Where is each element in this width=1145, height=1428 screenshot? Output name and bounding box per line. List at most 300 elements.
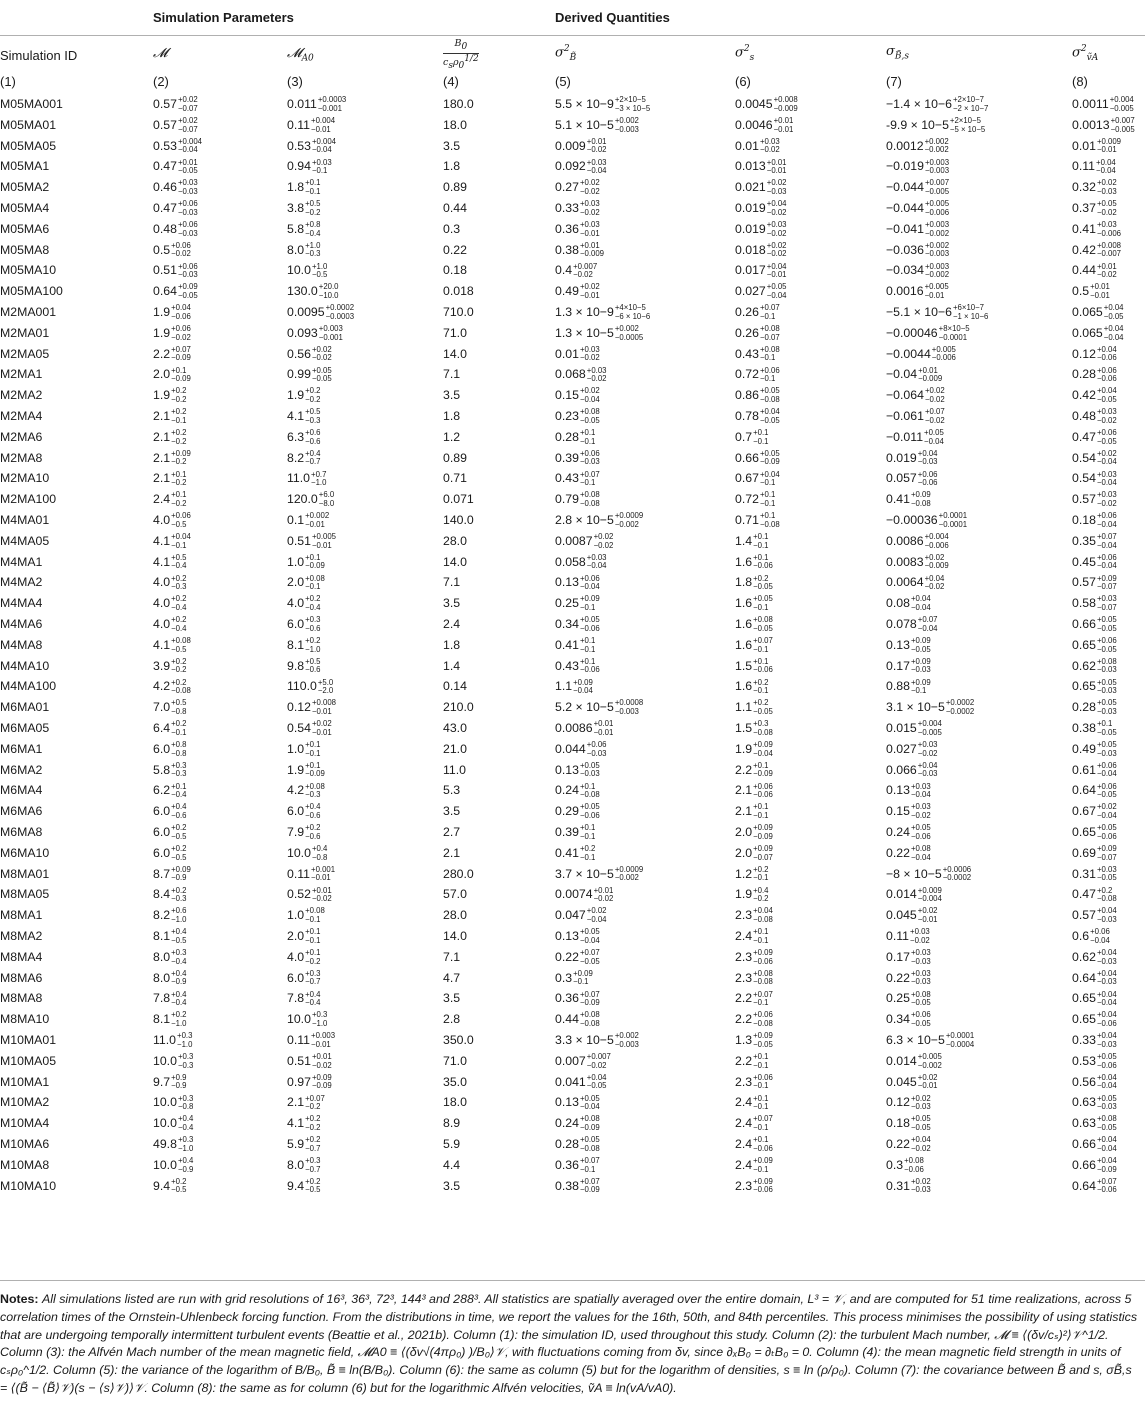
simulation-id-cell: M8MA05 — [0, 887, 50, 902]
simulation-id-cell: M2MA10 — [0, 471, 50, 486]
table-row — [0, 656, 1145, 677]
value-cell: 0.79 +0.08 −0.08 — [555, 490, 600, 508]
value-cell: 0.39 +0.1 −0.1 — [555, 823, 596, 841]
simulation-id-cell: M8MA01 — [0, 866, 50, 881]
header-rule — [0, 35, 1145, 36]
value-cell: 0.57 +0.03 −0.02 — [1072, 490, 1117, 508]
simulation-id-cell: M6MA01 — [0, 700, 50, 715]
value-cell: 0.47 +0.01 −0.05 — [153, 157, 198, 176]
value-cell: 0.37 +0.05 −0.02 — [1072, 199, 1117, 217]
value-cell: 0.0046 +0.01 −0.01 — [735, 115, 794, 134]
value-cell: 0.35 +0.07 −0.04 — [1072, 531, 1117, 550]
simulation-id-cell: M6MA6 — [0, 804, 43, 819]
value-cell: 0.23 +0.08 −0.05 — [555, 407, 600, 425]
simulation-id-cell: M2MA6 — [0, 429, 43, 444]
value-cell: 0.13 +0.06 −0.04 — [555, 573, 600, 592]
value-cell: 6.0 +0.2 −0.5 — [153, 843, 187, 862]
value-cell: 0.045 +0.02 −0.01 — [886, 906, 938, 924]
value-cell: 10.0 +0.4 −0.8 — [287, 843, 328, 862]
value-cell: 0.65 +0.04 −0.04 — [1072, 989, 1117, 1008]
value-cell: 0.49 +0.02 −0.01 — [555, 282, 600, 300]
value-cell: 0.53 +0.05 −0.06 — [1072, 1051, 1117, 1070]
simulation-id-cell: M05MA01 — [0, 117, 57, 132]
value-cell: 4.0 +0.2 −0.4 — [153, 615, 187, 633]
value-cell: 10.0 +0.3 −0.8 — [153, 1093, 194, 1112]
column-number-1: (1) — [0, 74, 16, 89]
value-cell: 0.007 +0.007 −0.02 — [555, 1051, 611, 1070]
value-cell: 0.0095 +0.0002 −0.0003 — [287, 303, 355, 321]
value-cell: 0.44 — [443, 201, 467, 215]
simulation-id-cell: M6MA8 — [0, 825, 43, 839]
value-cell: 0.5 +0.06 −0.02 — [153, 240, 191, 259]
value-cell: 0.63 +0.05 −0.03 — [1072, 1093, 1117, 1112]
simulation-id-cell: M2MA05 — [0, 346, 50, 361]
simulation-id-cell: M6MA4 — [0, 783, 43, 798]
notes-label: Notes: — [0, 1292, 39, 1306]
value-cell: 0.011 +0.0003 −0.001 — [287, 95, 347, 113]
value-cell: 0.01 +0.03 −0.02 — [735, 136, 780, 155]
simulation-id-cell: M10MA6 — [0, 1137, 50, 1151]
value-cell: 5.3 — [443, 783, 461, 798]
value-cell: 8.1 +0.2 −1.0 — [287, 635, 321, 654]
value-cell: 0.13 +0.05 −0.04 — [555, 1093, 600, 1112]
value-cell: 0.47 +0.2 −0.08 — [1072, 885, 1117, 904]
column-header-b0: $B_0$ $c_s\rho_0^{1/2}$ — [443, 38, 479, 71]
value-cell: 0.0045 +0.008 −0.009 — [735, 95, 798, 113]
table-row — [0, 406, 1145, 427]
table-row — [0, 94, 1145, 115]
value-cell: 0.54 +0.03 −0.04 — [1072, 469, 1117, 488]
value-cell: 2.2 +0.1 −0.09 — [735, 760, 773, 779]
value-cell: 8.2 +0.4 −0.7 — [287, 448, 321, 467]
value-cell: 0.13 +0.05 −0.03 — [555, 760, 600, 779]
value-cell: 0.018 +0.02 −0.02 — [735, 240, 787, 259]
value-cell: 9.8 +0.5 −0.6 — [287, 656, 321, 675]
value-cell: 1.8 — [443, 409, 461, 423]
value-cell: 0.31 +0.02 −0.03 — [886, 1176, 931, 1195]
value-cell: 0.18 +0.05 −0.05 — [886, 1114, 931, 1132]
value-cell: 5.8 +0.3 −0.3 — [153, 760, 187, 779]
value-cell: 6.0 +0.3 −0.6 — [287, 615, 321, 633]
column-number-2: (2) — [153, 74, 169, 89]
value-cell: 0.066 +0.04 −0.03 — [886, 760, 938, 779]
table-row — [0, 1030, 1145, 1051]
value-cell: 0.38 +0.07 −0.09 — [555, 1176, 600, 1195]
value-cell: 3.5 — [443, 991, 461, 1006]
table-row — [0, 593, 1145, 614]
value-cell: 0.17 +0.03 −0.03 — [886, 947, 931, 966]
value-cell: 0.22 +0.03 −0.03 — [886, 968, 931, 987]
value-cell: 9.4 +0.2 −0.5 — [287, 1176, 321, 1195]
value-cell: 0.3 — [443, 221, 461, 236]
value-cell: 0.22 — [443, 242, 467, 257]
table-bottom-rule — [0, 1280, 1145, 1281]
value-cell: 0.57 +0.04 −0.03 — [1072, 906, 1117, 924]
value-cell: 6.0 +0.8 −0.8 — [153, 739, 187, 758]
value-cell: 10.0 +0.4 −0.9 — [153, 1155, 194, 1174]
value-cell: 8.9 — [443, 1116, 461, 1131]
value-cell: 0.89 — [443, 180, 467, 195]
value-cell: 2.4 +0.07 −0.1 — [735, 1114, 773, 1132]
value-cell: 1.6 +0.08 −0.05 — [735, 615, 773, 633]
value-cell: 3.7 × 10−5 +0.0009 −0.002 — [555, 864, 644, 883]
table-row — [0, 676, 1145, 697]
table-row — [0, 1113, 1145, 1134]
value-cell: 0.33 +0.04 −0.03 — [1072, 1031, 1117, 1049]
value-cell: 0.34 +0.05 −0.06 — [555, 615, 600, 633]
value-cell: 0.38 +0.1 −0.05 — [1072, 719, 1117, 737]
value-cell: 0.67 +0.04 −0.1 — [735, 469, 780, 488]
value-cell: 0.25 +0.09 −0.1 — [555, 594, 600, 612]
value-cell: 2.2 +0.1 −0.1 — [735, 1051, 769, 1070]
table-row — [0, 427, 1145, 448]
value-cell: 2.1 +0.1 −0.1 — [735, 802, 769, 820]
value-cell: 0.41 +0.2 −0.1 — [555, 843, 596, 862]
value-cell: 0.33 +0.03 −0.02 — [555, 199, 600, 217]
simulation-id-cell: M6MA2 — [0, 762, 43, 777]
simulation-id-cell: M05MA8 — [0, 242, 50, 257]
value-cell: 1.3 × 10−5 +0.002 −0.0005 — [555, 323, 644, 342]
value-cell: 0.66 +0.04 −0.09 — [1072, 1155, 1117, 1174]
value-cell: 6.3 × 10−5 +0.0001 −0.0004 — [886, 1031, 975, 1049]
value-cell: −0.00046 +8×10−5 −0.0001 — [886, 323, 970, 342]
table-row — [0, 864, 1145, 885]
value-cell: 0.51 +0.005 −0.01 — [287, 531, 337, 550]
value-cell: 0.0011 +0.004 −0.005 — [1072, 95, 1134, 113]
value-cell: 0.14 — [443, 679, 467, 694]
value-cell: 0.97 +0.09 −0.09 — [287, 1072, 332, 1091]
value-cell: 8.4 +0.2 −0.3 — [153, 885, 187, 904]
value-cell: 9.7 +0.9 −0.9 — [153, 1072, 187, 1091]
value-cell: 0.28 +0.1 −0.1 — [555, 427, 596, 446]
value-cell: 3.9 +0.2 −0.2 — [153, 656, 187, 675]
value-cell: 0.36 +0.07 −0.1 — [555, 1155, 600, 1174]
value-cell: 0.32 +0.02 −0.03 — [1072, 178, 1117, 196]
value-cell: 28.0 — [443, 908, 467, 923]
table-row — [0, 1155, 1145, 1176]
value-cell: 0.29 +0.05 −0.06 — [555, 802, 600, 820]
value-cell: 350.0 — [443, 1033, 474, 1047]
value-cell: 0.045 +0.02 −0.01 — [886, 1072, 938, 1091]
value-cell: 0.092 +0.03 −0.04 — [555, 157, 607, 176]
value-cell: 43.0 — [443, 721, 467, 735]
value-cell: 0.12 +0.008 −0.01 — [287, 698, 337, 716]
simulation-id-cell: M8MA6 — [0, 970, 43, 985]
value-cell: 0.43 +0.07 −0.1 — [555, 469, 600, 488]
value-cell: 3.5 — [443, 388, 461, 403]
value-cell: −0.044 +0.007 −0.005 — [886, 178, 950, 196]
table-row — [0, 552, 1145, 573]
value-cell: 0.013 +0.01 −0.01 — [735, 157, 787, 176]
column-header-mach: 𝓜 — [153, 46, 168, 61]
value-cell: 0.4 +0.007 −0.02 — [555, 261, 598, 280]
table-row — [0, 1176, 1145, 1197]
value-cell: 0.057 +0.06 −0.06 — [886, 469, 938, 488]
table-row — [0, 198, 1145, 219]
value-cell: 18.0 — [443, 1095, 467, 1110]
value-cell: 5.5 × 10−9 +2×10−5 −3 × 10−5 — [555, 95, 651, 113]
simulation-id-cell: M4MA01 — [0, 513, 50, 527]
value-cell: 0.44 +0.08 −0.08 — [555, 1010, 600, 1028]
table-row — [0, 281, 1145, 302]
table-row — [0, 1134, 1145, 1155]
value-cell: 0.48 +0.03 −0.02 — [1072, 407, 1117, 425]
value-cell: 0.019 +0.04 −0.03 — [886, 448, 938, 467]
value-cell: 57.0 — [443, 887, 467, 902]
value-cell: 0.24 +0.05 −0.06 — [886, 823, 931, 841]
value-cell: 21.0 — [443, 741, 467, 756]
value-cell: 0.017 +0.04 −0.01 — [735, 261, 787, 280]
value-cell: 1.2 — [443, 429, 461, 444]
value-cell: 0.0083 +0.02 −0.009 — [886, 552, 949, 571]
value-cell: 2.1 +0.07 −0.2 — [287, 1093, 325, 1112]
value-cell: 0.42 +0.04 −0.05 — [1072, 386, 1117, 404]
value-cell: 2.0 +0.1 −0.09 — [153, 365, 191, 384]
value-cell: 1.6 +0.1 −0.06 — [735, 552, 773, 571]
table-row — [0, 905, 1145, 926]
value-cell: 2.1 +0.2 −0.1 — [153, 407, 187, 425]
table-notes — [0, 1291, 1140, 1398]
simulation-id-cell: M4MA10 — [0, 658, 50, 673]
value-cell: −0.04 +0.01 −0.009 — [886, 365, 943, 384]
value-cell: 4.0 +0.2 −0.4 — [153, 594, 187, 612]
value-cell: 8.0 +1.0 −0.3 — [287, 240, 321, 259]
value-cell: 0.58 +0.03 −0.07 — [1072, 594, 1117, 612]
table-row — [0, 926, 1145, 947]
value-cell: 1.9 +0.06 −0.02 — [153, 323, 191, 342]
value-cell: 0.0086 +0.01 −0.01 — [555, 719, 614, 737]
value-cell: 3.5 — [443, 138, 461, 153]
value-cell: 2.1 +0.09 −0.2 — [153, 448, 191, 467]
value-cell: 0.78 +0.04 −0.05 — [735, 407, 780, 425]
column-header-var-logva: $\sigma^2_{ṽA}$ — [1072, 44, 1099, 63]
table-row — [0, 385, 1145, 406]
value-cell: 0.53 +0.004 −0.04 — [287, 136, 337, 155]
value-cell: 2.0 +0.09 −0.09 — [735, 823, 773, 841]
value-cell: 5.9 — [443, 1137, 461, 1151]
simulation-id-cell: M05MA05 — [0, 138, 57, 153]
simulation-id-cell: M2MA2 — [0, 388, 43, 403]
table-row — [0, 947, 1145, 968]
value-cell: 0.65 +0.06 −0.05 — [1072, 635, 1117, 654]
value-cell: 1.2 +0.2 −0.1 — [735, 864, 769, 883]
value-cell: 4.0 +0.06 −0.5 — [153, 511, 191, 529]
value-cell: 0.01 +0.03 −0.02 — [555, 344, 600, 363]
value-cell: 8.1 +0.4 −0.5 — [153, 927, 187, 945]
value-cell: 2.7 — [443, 825, 461, 839]
value-cell: 0.13 +0.05 −0.04 — [555, 927, 600, 945]
value-cell: 0.093 +0.003 −0.001 — [287, 323, 343, 342]
value-cell: 0.25 +0.08 −0.05 — [886, 989, 931, 1008]
value-cell: 0.26 +0.07 −0.1 — [735, 303, 780, 321]
simulation-id-cell: M10MA1 — [0, 1074, 50, 1089]
column-header-covariance: $\sigma_{B̃,s}$ — [886, 44, 909, 62]
value-cell: 1.9 +0.09 −0.04 — [735, 739, 773, 758]
value-cell: 0.52 +0.01 −0.02 — [287, 885, 332, 904]
value-cell: 0.66 +0.05 −0.09 — [735, 448, 780, 467]
value-cell: 0.027 +0.05 −0.04 — [735, 282, 787, 300]
value-cell: 0.47 +0.06 −0.05 — [1072, 427, 1117, 446]
simulation-id-cell: M8MA1 — [0, 908, 43, 923]
value-cell: 7.1 — [443, 949, 461, 964]
value-cell: 1.9 +0.4 −0.2 — [735, 885, 769, 904]
value-cell: 0.28 +0.05 −0.03 — [1072, 698, 1117, 716]
table-row — [0, 697, 1145, 718]
value-cell: 0.018 — [443, 284, 474, 299]
value-cell: 0.0086 +0.004 −0.006 — [886, 531, 949, 550]
value-cell: 0.34 +0.06 −0.05 — [886, 1010, 931, 1028]
value-cell: 0.65 +0.05 −0.03 — [1072, 677, 1117, 696]
value-cell: 8.1 +0.2 −1.0 — [153, 1010, 187, 1028]
value-cell: 0.009 +0.01 −0.02 — [555, 136, 607, 155]
simulation-id-cell: M4MA4 — [0, 596, 43, 611]
table-row — [0, 780, 1145, 801]
value-cell: −0.044 +0.005 −0.006 — [886, 199, 950, 217]
value-cell: 2.2 +0.07 −0.1 — [735, 989, 773, 1008]
value-cell: 3.5 — [443, 596, 461, 611]
simulation-id-cell: M05MA2 — [0, 180, 50, 195]
value-cell: 10.0 +1.0 −0.5 — [287, 261, 328, 280]
value-cell: 0.068 +0.03 −0.02 — [555, 365, 607, 384]
value-cell: 0.57 +0.02 −0.07 — [153, 115, 198, 134]
value-cell: 0.54 +0.02 −0.04 — [1072, 448, 1117, 467]
column-number-3: (3) — [287, 74, 303, 89]
value-cell: 2.4 +0.1 −0.2 — [153, 490, 187, 508]
value-cell: 2.4 +0.1 −0.1 — [735, 927, 769, 945]
value-cell: 5.8 +0.8 −0.4 — [287, 219, 321, 238]
column-number-6: (6) — [735, 74, 751, 89]
value-cell: 0.11 +0.001 −0.01 — [287, 864, 336, 883]
value-cell: 1.0 +0.1 −0.1 — [287, 739, 321, 758]
value-cell: 0.0016 +0.005 −0.01 — [886, 282, 949, 300]
value-cell: 0.11 +0.004 −0.01 — [287, 115, 336, 134]
value-cell: 1.5 +0.1 −0.06 — [735, 656, 773, 675]
value-cell: 8.0 +0.3 −0.7 — [287, 1155, 321, 1174]
value-cell: 8.7 +0.09 −0.9 — [153, 864, 191, 883]
value-cell: 0.13 +0.09 −0.05 — [886, 635, 931, 654]
value-cell: 0.014 +0.005 −0.002 — [886, 1051, 942, 1070]
simulation-id-cell: M10MA2 — [0, 1095, 50, 1110]
value-cell: 0.65 +0.05 −0.06 — [1072, 823, 1117, 841]
value-cell: 180.0 — [443, 97, 474, 111]
value-cell: 0.86 +0.05 −0.08 — [735, 386, 780, 404]
table-row — [0, 448, 1145, 469]
value-cell: −0.019 +0.003 −0.003 — [886, 157, 950, 176]
value-cell: 0.015 +0.004 −0.005 — [886, 719, 942, 737]
value-cell: 0.53 +0.004 −0.04 — [153, 136, 203, 155]
value-cell: 0.46 +0.03 −0.03 — [153, 178, 198, 196]
value-cell: 0.15 +0.02 −0.04 — [555, 386, 600, 404]
simulation-id-cell: M05MA100 — [0, 284, 63, 299]
simulation-id-cell: M2MA1 — [0, 367, 43, 382]
value-cell: 0.56 +0.02 −0.02 — [287, 344, 332, 363]
value-cell: 0.071 — [443, 492, 474, 507]
value-cell: 4.2 +0.2 −0.08 — [153, 677, 191, 696]
value-cell: 0.24 +0.08 −0.09 — [555, 1114, 600, 1132]
table-row — [0, 635, 1145, 656]
column-number-7: (7) — [886, 74, 902, 89]
value-cell: 0.47 +0.06 −0.03 — [153, 199, 198, 217]
table-row — [0, 489, 1145, 510]
table-row — [0, 136, 1145, 157]
value-cell: 2.8 — [443, 1012, 461, 1027]
simulation-id-cell: M2MA8 — [0, 450, 43, 465]
value-cell: 0.64 +0.07 −0.06 — [1072, 1176, 1117, 1195]
value-cell: 0.57 +0.09 −0.07 — [1072, 573, 1117, 592]
column-number-5: (5) — [555, 74, 571, 89]
value-cell: 0.014 +0.009 −0.004 — [886, 885, 942, 904]
table-row — [0, 115, 1145, 136]
value-cell: 0.44 +0.01 −0.02 — [1072, 261, 1117, 280]
table-row — [0, 739, 1145, 760]
value-cell: 4.1 +0.5 −0.3 — [287, 407, 321, 425]
value-cell: −0.034 +0.003 −0.002 — [886, 261, 950, 280]
value-cell: 0.39 +0.06 −0.03 — [555, 448, 600, 467]
value-cell: 0.26 +0.08 −0.07 — [735, 323, 780, 342]
simulation-id-cell: M4MA8 — [0, 637, 43, 652]
value-cell: 0.72 +0.1 −0.1 — [735, 490, 776, 508]
simulation-id-cell: M6MA1 — [0, 741, 43, 756]
value-cell: 0.41 +0.09 −0.08 — [886, 490, 931, 508]
value-cell: 0.5 +0.01 −0.01 — [1072, 282, 1110, 300]
value-cell: 210.0 — [443, 700, 474, 715]
value-cell: −0.064 +0.02 −0.02 — [886, 386, 945, 404]
value-cell: 0.047 +0.02 −0.04 — [555, 906, 607, 924]
value-cell: 0.54 +0.02 −0.01 — [287, 719, 332, 737]
value-cell: 0.18 — [443, 263, 467, 278]
value-cell: 140.0 — [443, 513, 474, 527]
value-cell: 71.0 — [443, 1053, 467, 1068]
value-cell: 7.1 — [443, 575, 461, 590]
value-cell: 1.4 — [443, 658, 461, 673]
value-cell: −1.4 × 10−6 +2×10−7 −2 × 10−7 — [886, 95, 989, 113]
value-cell: 0.078 +0.07 −0.04 — [886, 615, 938, 633]
simulation-id-cell: M10MA01 — [0, 1033, 57, 1047]
value-cell: 9.4 +0.2 −0.5 — [153, 1176, 187, 1195]
table-row — [0, 968, 1145, 989]
value-cell: 0.71 +0.1 −0.08 — [735, 511, 780, 529]
value-cell: −0.041 +0.003 −0.002 — [886, 219, 950, 238]
value-cell: 6.4 +0.2 −0.1 — [153, 719, 187, 737]
value-cell: 1.6 +0.07 −0.1 — [735, 635, 773, 654]
value-cell: 0.11 +0.04 −0.04 — [1072, 157, 1116, 176]
value-cell: 0.01 +0.009 −0.01 — [1072, 136, 1122, 155]
value-cell: 35.0 — [443, 1074, 467, 1089]
simulation-id-cell: M05MA1 — [0, 159, 50, 174]
value-cell: 0.28 +0.06 −0.06 — [1072, 365, 1117, 384]
value-cell: 0.64 +0.04 −0.03 — [1072, 968, 1117, 987]
value-cell: 2.1 — [443, 845, 461, 860]
value-cell: 0.49 +0.05 −0.03 — [1072, 739, 1117, 758]
value-cell: 0.027 +0.03 −0.02 — [886, 739, 938, 758]
value-cell: 0.0087 +0.02 −0.02 — [555, 531, 614, 550]
value-cell: 7.8 +0.4 −0.4 — [287, 989, 321, 1008]
value-cell: 0.57 +0.02 −0.07 — [153, 95, 198, 113]
value-cell: 0.62 +0.04 −0.03 — [1072, 947, 1117, 966]
value-cell: 1.3 +0.09 −0.05 — [735, 1031, 773, 1049]
value-cell: 0.42 +0.008 −0.007 — [1072, 240, 1122, 259]
value-cell: 71.0 — [443, 325, 467, 340]
value-cell: 7.8 +0.4 −0.4 — [153, 989, 187, 1008]
value-cell: 1.0 +0.1 −0.09 — [287, 552, 325, 571]
value-cell: 0.43 +0.08 −0.1 — [735, 344, 780, 363]
table-row — [0, 1051, 1145, 1072]
table-row — [0, 260, 1145, 281]
simulation-id-cell: M8MA4 — [0, 949, 43, 964]
value-cell: 2.3 +0.09 −0.06 — [735, 1176, 773, 1195]
value-cell: 0.63 +0.08 −0.05 — [1072, 1114, 1117, 1132]
value-cell: 280.0 — [443, 866, 474, 881]
